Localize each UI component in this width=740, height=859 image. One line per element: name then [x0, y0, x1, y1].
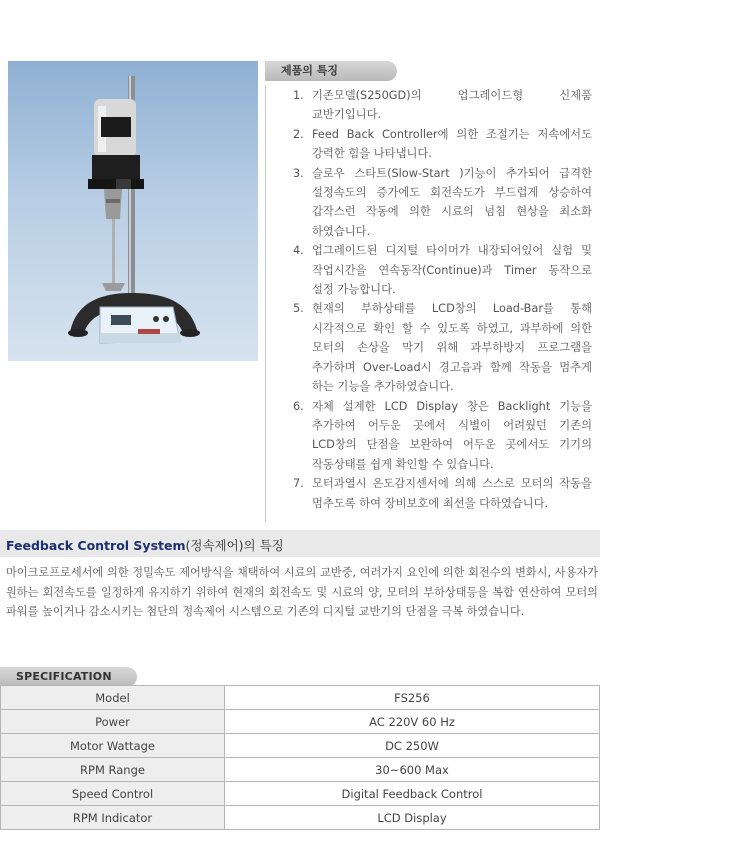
spec-value: FS256	[225, 686, 600, 710]
features-heading: 제품의 특징	[265, 61, 397, 81]
spec-table	[0, 685, 600, 830]
chuck	[104, 189, 122, 219]
lcd-display	[111, 315, 131, 325]
feedback-title-bold: Feedback Control System	[6, 538, 186, 553]
list-number: 1.	[293, 89, 304, 102]
list-number: 7.	[293, 477, 304, 491]
list-number: 4.	[293, 244, 304, 258]
spec-label: Power	[1, 710, 225, 734]
list-number: 2.	[293, 127, 304, 141]
product-photo	[8, 61, 258, 361]
list-text: 자체 설계한 LCD Display 창은 Backlight 기능을 추가하여 어두운 곳에서 식별이 어려웠던 기존의 LCD창의 단점을 보완하여 어두운 곳에서도 기기의 작동상태를 쉽게 확인할 수 있습니다.	[312, 399, 592, 471]
spec-value: DC 250W	[225, 734, 600, 758]
spec-value: AC 220V 60 Hz	[225, 710, 600, 734]
spec-label: Motor Wattage	[1, 734, 225, 758]
list-number: 5.	[293, 302, 304, 316]
feedback-paragraph: 마이크로프로세서에 의한 정밀속도 제어방식을 채택하여 시료의 교반중, 여러가지 요인에 의한 회전수의 변화시, 사용자가 원하는 회전속도를 일정하게 유지하기 위하여 현재의 회전속도 및 시료의 양, 모터의 부하상태등을 복합 연산하여 모터의 파워를 높이거나 감소시키는 첨단의 정속제어 시스템으로 기존의 디지털 교반기의 단점을 극복 하였습니다.	[6, 566, 598, 618]
list-item	[287, 86, 592, 125]
impeller	[102, 283, 125, 291]
impeller-shaft	[112, 219, 115, 289]
list-text: 슬로우 스타트(Slow-Start )기능이 추가되어 급격한 설정속도의 증가에도 회전속도가 부드럽게 상승하여 갑작스런 작동에 의한 시료의 넘침 현상을 최소화 하였습니다.	[312, 166, 592, 238]
spec-value: 30~600 Max	[225, 758, 600, 782]
features-list	[287, 86, 592, 513]
list-text: 기존모델(S250GD)의 업그레이드형 신제품 교반기입니다.	[312, 89, 592, 122]
table-row	[1, 686, 600, 710]
spec-value: LCD Display	[225, 806, 600, 830]
spec-label: RPM Indicator	[1, 806, 225, 830]
table-row	[1, 758, 600, 782]
list-item	[287, 397, 592, 475]
spec-label: Model	[1, 686, 225, 710]
feedback-title	[6, 536, 284, 554]
motor-label	[101, 117, 131, 137]
table-row	[1, 782, 600, 806]
spec-label: Speed Control	[1, 782, 225, 806]
spec-value: Digital Feedback Control	[225, 782, 600, 806]
list-item	[287, 241, 592, 299]
table-row	[1, 734, 600, 758]
stirrer-illustration	[8, 61, 258, 361]
list-text: 업그레이드된 디지털 타이머가 내장되어있어 실험 및 작업시간을 연속동작(Continue)과 Timer 동작으로 설정 가능합니다.	[312, 244, 592, 297]
list-item	[287, 164, 592, 242]
feedback-title-bar	[0, 530, 600, 557]
control-knob	[153, 316, 159, 322]
divider-line	[265, 85, 266, 522]
list-item	[287, 474, 592, 513]
table-row	[1, 806, 600, 830]
list-item	[287, 125, 592, 164]
list-text: Feed Back Controller에 의한 조절기는 저속에서도 강력한 힘을 나타냅니다.	[312, 127, 592, 161]
list-text: 현재의 부하상태를 LCD창의 Load-Bar를 통해 시각적으로 확인 할 수 있도록 하였고, 과부하에 의한 모터의 손상을 막기 위해 과부하방지 프로그램을 추가하며 Over-Load시 경고음과 함께 작동을 멈추게 하는 기능을 추가하였습니다.	[312, 302, 592, 394]
table-row	[1, 710, 600, 734]
list-number: 3.	[293, 166, 304, 180]
feedback-title-rest: (정속제어)의 특징	[185, 538, 284, 553]
list-item	[287, 299, 592, 396]
list-text: 모터과열시 온도감지센서에 의해 스스로 모터의 작동을 멈추도록 하여 장비보호에 최선을 다하였습니다.	[312, 477, 592, 510]
spec-label: RPM Range	[1, 758, 225, 782]
list-number: 6.	[293, 399, 304, 413]
specification-heading: SPECIFICATION	[0, 667, 137, 687]
